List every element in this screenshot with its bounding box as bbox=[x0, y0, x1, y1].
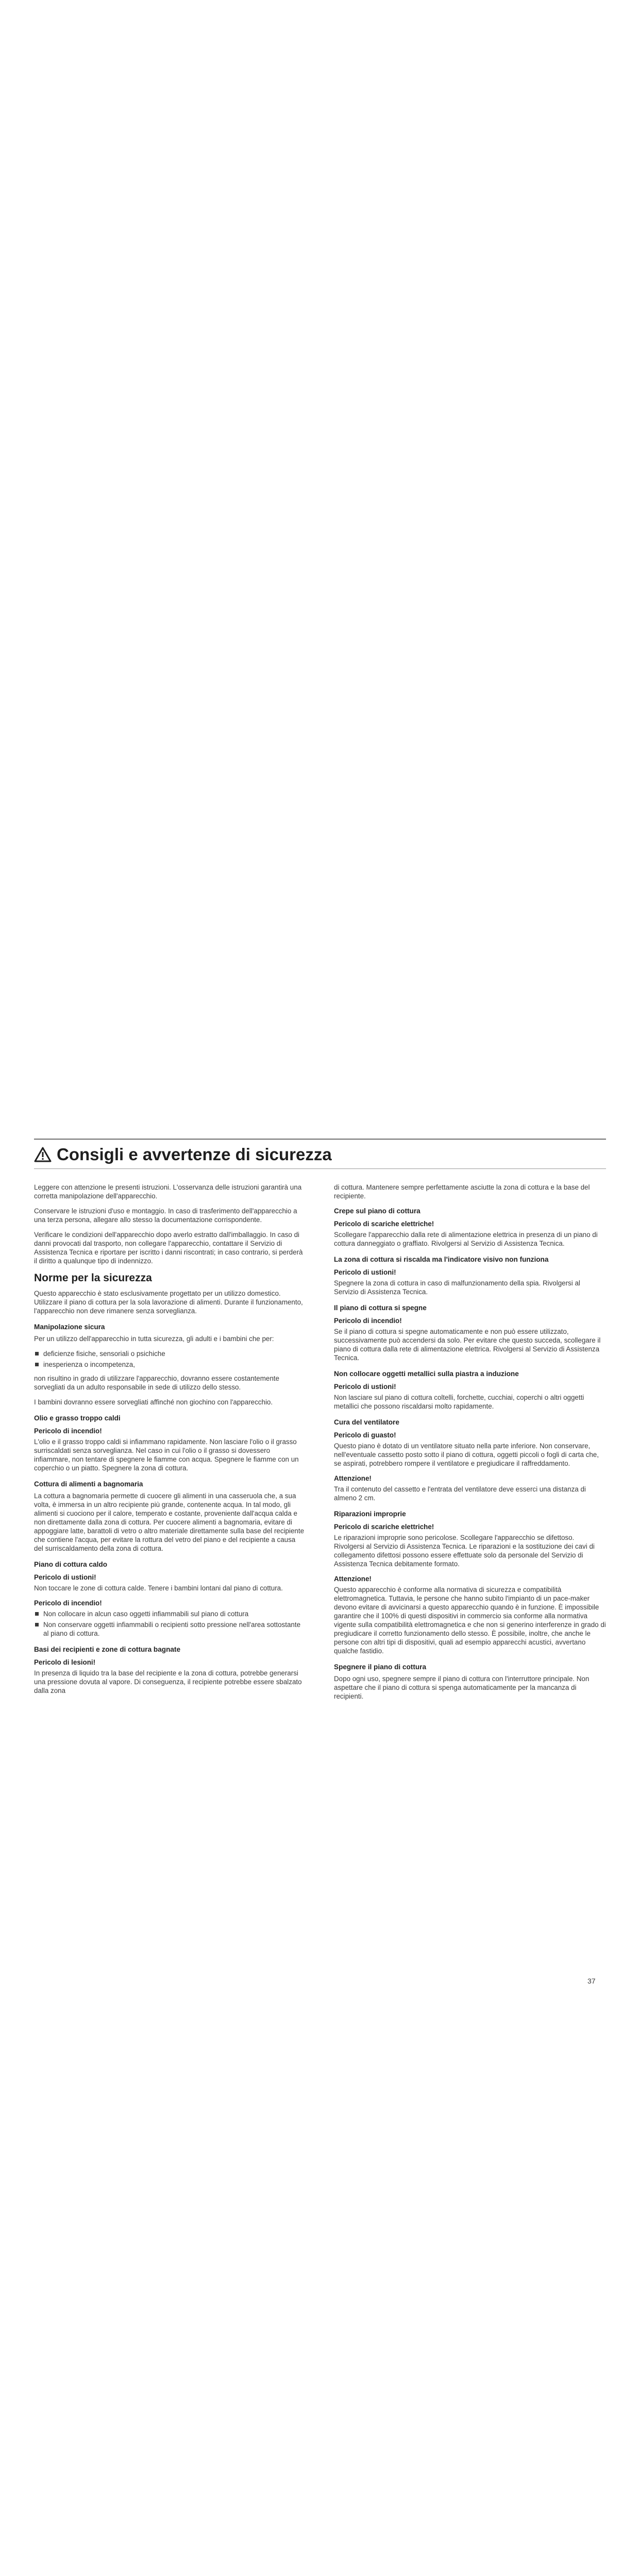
crepe-text: Scollegare l'apparecchio dalla rete di alimentazione elettrica in presenza di un piano di cottura danneggiato o graffiato. Rivolgersi al Servizio di Assistenza Tecnica. bbox=[334, 1231, 598, 1247]
manipolazione-after: non risultino in grado di utilizzare l'apparecchio, dovranno essere costantemente sorvegliati da un adulto responsabile in sede di utilizzo dello stesso. bbox=[34, 1375, 279, 1391]
bagnomaria-heading: Cottura di alimenti a bagnomaria bbox=[34, 1480, 143, 1488]
piano-caldo-warning-1: Pericolo di ustioni! bbox=[34, 1573, 96, 1581]
ventilatore-text-1: Questo piano è dotato di un ventilatore situato nella parte inferiore. Non conservare, nell'eventuale cassetto posto sotto il piano di cottura, oggetti piccoli o fogli di carta che, se aspirati, potrebbero rompere il ventilatore e pregiudicare il raffreddamento. bbox=[334, 1442, 599, 1467]
manipolazione-list bbox=[34, 1349, 306, 1369]
ventilatore-text-2: Tra il contenuto del cassetto e l'entrata del ventilatore deve esserci una distanza di almeno 2 cm. bbox=[334, 1485, 586, 1502]
section-title-rule bbox=[34, 1168, 606, 1169]
ventilatore-warning-2: Attenzione! bbox=[334, 1475, 372, 1482]
section-title: Consigli e avvertenze di sicurezza bbox=[57, 1145, 332, 1164]
riparazioni-warning: Pericolo di scariche elettriche! bbox=[334, 1523, 434, 1531]
bagnomaria-text: La cottura a bagnomaria permette di cuocere gli alimenti in una casseruola che, a sua volta, è immersa in un altro recipiente più grande, contenente acqua. In tal modo, gli alimenti si cuociono per il calore, temperato e costante, proveniente dall'acqua calda e non direttamente dalla zona di cottura. Per cuocere alimenti a bagnomaria, evitare di appoggiare latte, barattoli di vetro o altro materiale direttamente sulla base del recipiente che contiene l'acqua, per evitare la rottura del vetro del piano e del recipiente a causa del surriscaldamento della zona di cottura. bbox=[34, 1492, 305, 1552]
piano-caldo-list bbox=[34, 1609, 306, 1638]
ventilatore-heading: Cura del ventilatore bbox=[334, 1418, 399, 1426]
intro-paragraph: Verificare le condizioni dell'apparecchio dopo averlo estratto dall'imballaggio. In caso di danni provocati dal trasporto, non collegare l'apparecchio, contattare il Servizio di Assistenza Tecnica e riportare per iscritto i danni riscontrati; in caso contrario, si perderà il diritto a qualunque tipo di indennizzo. bbox=[34, 1231, 303, 1265]
piano-caldo-text: Non toccare le zone di cottura calde. Tenere i bambini lontani dal piano di cottura. bbox=[34, 1584, 283, 1592]
intro-paragraph: Conservare le istruzioni d'uso e montaggio. In caso di trasferimento dell'apparecchio a una terza persona, allegare allo stesso la documentazione corrispondente. bbox=[34, 1207, 297, 1224]
metallici-warning: Pericolo di ustioni! bbox=[334, 1383, 396, 1391]
metallici-heading: Non collocare oggetti metallici sulla piastra a induzione bbox=[334, 1370, 519, 1378]
continued-text: di cottura. Mantenere sempre perfettamente asciutte la zona di cottura e la base del recipiente. bbox=[334, 1183, 590, 1200]
basi-warning: Pericolo di lesioni! bbox=[34, 1658, 96, 1666]
manipolazione-children: I bambini dovranno essere sorvegliati affinché non giochino con l'apparecchio. bbox=[34, 1398, 273, 1406]
zona-warning: Pericolo di ustioni! bbox=[334, 1268, 396, 1276]
right-column bbox=[334, 1183, 606, 1707]
spegnere-text: Dopo ogni uso, spegnere sempre il piano di cottura con l'interruttore principale. Non aspettare che il piano di cottura si spenga automaticamente per la mancanza di recipienti. bbox=[334, 1675, 590, 1700]
piano-caldo-warning-2: Pericolo di incendio! bbox=[34, 1599, 102, 1607]
norme-heading: Norme per la sicurezza bbox=[34, 1272, 152, 1284]
metallici-text: Non lasciare sul piano di cottura coltelli, forchette, cucchiai, coperchi o altri oggetti metallici che possono riscaldarsi molto rapidamente. bbox=[334, 1394, 584, 1410]
piano-caldo-heading: Piano di cottura caldo bbox=[34, 1561, 107, 1568]
spegne-warning: Pericolo di incendio! bbox=[334, 1317, 402, 1325]
left-column bbox=[34, 1183, 306, 1701]
manipolazione-intro: Per un utilizzo dell'apparecchio in tutta sicurezza, gli adulti e i bambini che per: bbox=[34, 1335, 274, 1343]
riparazioni-text: Le riparazioni improprie sono pericolose. Scollegare l'apparecchio se difettoso. Rivolgersi al Servizio di Assistenza Tecnica. Le riparazioni e la sostituzione dei cavi di collegamento difettosi possono essere effettuate solo da personale del Servizio di Assistenza Tecnica debitamente formato. bbox=[334, 1534, 595, 1568]
basi-text: In presenza di liquido tra la base del recipiente e la zona di cottura, potrebbe generarsi una pressione dovuta al vapore. Di conseguenza, il recipiente potrebbe essere sbalzato dalla zona bbox=[34, 1669, 302, 1694]
spegne-heading: Il piano di cottura si spegne bbox=[334, 1304, 427, 1312]
intro-paragraph: Leggere con attenzione le presenti istruzioni. L'osservanza delle istruzioni garantirà una corretta manipolazione dell'apparecchio. bbox=[34, 1183, 302, 1200]
norme-text: Questo apparecchio è stato esclusivamente progettato per un utilizzo domestico. Utilizzare il piano di cottura per la sola lavorazione di alimenti. Durante il funzionamento, l'apparecchio non deve rimanere senza sorveglianza. bbox=[34, 1290, 303, 1315]
bullet-icon bbox=[35, 1363, 39, 1366]
section-top-rule bbox=[34, 1139, 606, 1140]
warning-triangle-icon bbox=[34, 1147, 52, 1162]
attenzione-text: Questo apparecchio è conforme alla normativa di sicurezza e compatibilità elettromagnetica. Tuttavia, le persone che hanno subito l'impianto di un pace-maker devono evitare di avvicinarsi a questo apparecchio quando è in funzione. È impossibile garantire che il 100% di questi dispositivi in commercio sia conforme alla normativa vigente sulla compatibilità elettromagnetica e che non si generino interferenze in grado di pregiudicare il corretto funzionamento dello stesso. È possibile, inoltre, che anche le persone con altri tipi di dispositivi, quali ad esempio apparecchi acustici, avvertano qualche fastidio. bbox=[334, 1586, 606, 1655]
spegne-text: Se il piano di cottura si spegne automaticamente e non può essere utilizzato, successivamente può accendersi da solo. Per evitare che questo succeda, scollegare il piano di cottura dalla rete di alimentazione elettrica. Rivolgersi al Servizio di Assistenza Tecnica. bbox=[334, 1328, 601, 1362]
section-title-row bbox=[34, 1145, 606, 1164]
list-item-text: Non collocare in alcun caso oggetti infiammabili sul piano di cottura bbox=[43, 1610, 249, 1618]
riparazioni-heading: Riparazioni improprie bbox=[334, 1510, 406, 1518]
list-item-text: deficienze fisiche, sensoriali o psichiche bbox=[43, 1350, 165, 1358]
bullet-icon bbox=[35, 1352, 39, 1355]
list-item bbox=[34, 1360, 306, 1369]
page-number: 37 bbox=[587, 1977, 596, 1985]
bullet-icon bbox=[35, 1623, 39, 1626]
list-item-text: Non conservare oggetti infiammabili o recipienti sotto pressione nell'area sottostante al piano di cottura. bbox=[43, 1621, 301, 1637]
bullet-icon bbox=[35, 1612, 39, 1616]
olio-text: L'olio e il grasso troppo caldi si infiammano rapidamente. Non lasciare l'olio o il grasso surriscaldati senza sorveglianza. Nel caso in cui l'olio o il grasso si dovessero infiammare, non tentare di spegnere le fiamme con acqua. Spegnere le fiamme con un coperchio o un piatto. Spegnere la zona di cottura. bbox=[34, 1438, 299, 1472]
attenzione-warning: Attenzione! bbox=[334, 1575, 372, 1583]
zona-heading: La zona di cottura si riscalda ma l'indicatore visivo non funziona bbox=[334, 1256, 549, 1263]
ventilatore-warning-1: Pericolo di guasto! bbox=[334, 1431, 396, 1439]
olio-warning: Pericolo di incendio! bbox=[34, 1427, 102, 1435]
zona-text: Spegnere la zona di cottura in caso di malfunzionamento della spia. Rivolgersi al Servizio di Assistenza Tecnica. bbox=[334, 1279, 580, 1296]
manipolazione-heading: Manipolazione sicura bbox=[34, 1323, 105, 1331]
olio-heading: Olio e grasso troppo caldi bbox=[34, 1414, 121, 1422]
list-item bbox=[34, 1349, 306, 1358]
list-item bbox=[34, 1620, 306, 1638]
list-item-text: inesperienza o incompetenza, bbox=[43, 1361, 135, 1368]
basi-heading: Basi dei recipienti e zone di cottura bagnate bbox=[34, 1646, 181, 1653]
crepe-warning: Pericolo di scariche elettriche! bbox=[334, 1220, 434, 1228]
spegnere-heading: Spegnere il piano di cottura bbox=[334, 1663, 427, 1671]
list-item bbox=[34, 1609, 306, 1618]
crepe-heading: Crepe sul piano di cottura bbox=[334, 1207, 421, 1215]
